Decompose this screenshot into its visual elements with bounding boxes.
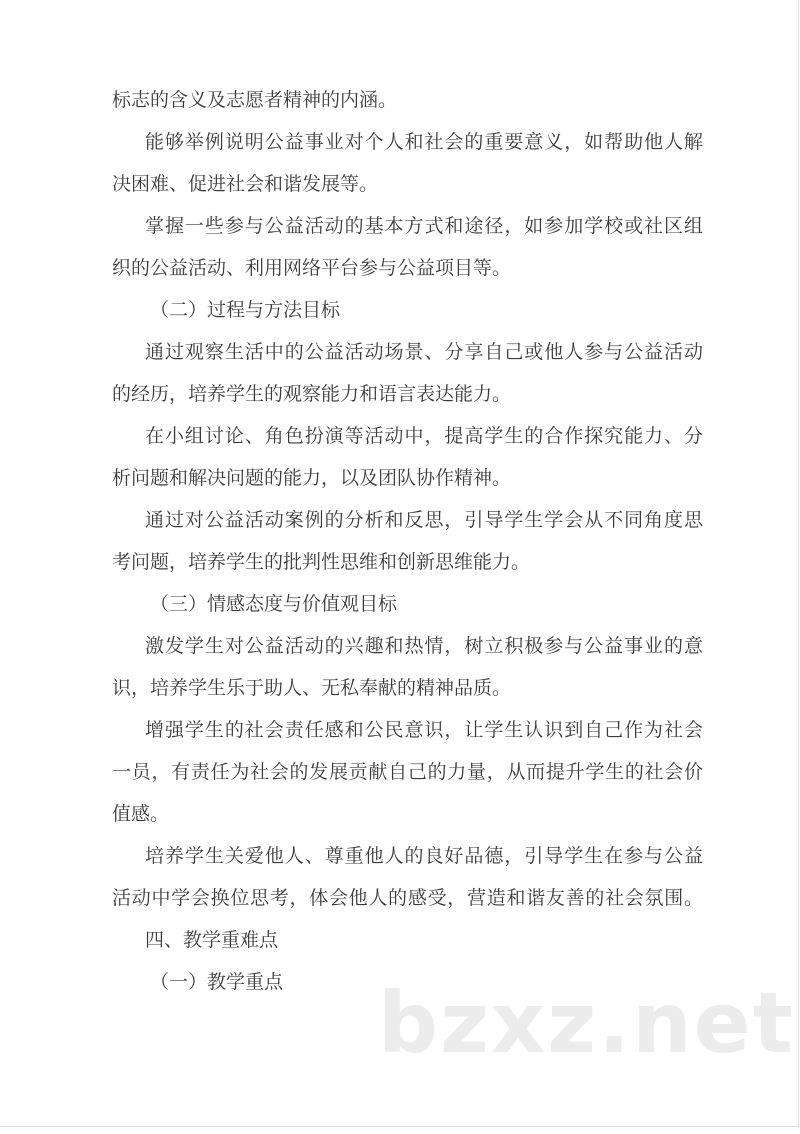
watermark: bzxz.net — [378, 974, 795, 1072]
text-line: 识，培养学生乐于助人、无私奉献的精神品质。 — [112, 677, 512, 699]
text-line: 活动中学会换位思考，体会他人的感受，营造和谐友善的社会氛围。 — [112, 887, 703, 909]
text-line: 析问题和解决问题的能力，以及团队协作精神。 — [112, 467, 512, 489]
text-line: 培养学生关爱他人、尊重他人的良好品德，引导学生在参与公益 — [145, 845, 703, 867]
text-line: 通过对公益活动案例的分析和反思，引导学生学会从不同角度思 — [145, 509, 703, 531]
text-line: 织的公益活动、利用网络平台参与公益项目等。 — [112, 257, 512, 279]
text-line: 四、教学重难点 — [145, 929, 279, 951]
text-line: 激发学生对公益活动的兴趣和热情，树立积极参与公益事业的意 — [145, 635, 703, 657]
text-line: 在小组讨论、角色扮演等活动中，提高学生的合作探究能力、分 — [145, 425, 703, 447]
text-line: 值感。 — [112, 803, 170, 825]
text-line: 一员，有责任为社会的发展贡献自己的力量，从而提升学生的社会价 — [112, 761, 703, 783]
text-line: 增强学生的社会责任感和公民意识，让学生认识到自己作为社会 — [145, 719, 703, 741]
text-line: 决困难、促进社会和谐发展等。 — [112, 173, 379, 195]
section-heading: （三）情感态度与价值观目标 — [150, 593, 398, 615]
section-heading: （一）教学重点 — [150, 971, 284, 993]
text-line: 标志的含义及志愿者精神的内涵。 — [112, 89, 398, 111]
text-line: 考问题，培养学生的批判性思维和创新思维能力。 — [112, 551, 531, 573]
text-line: 能够举例说明公益事业对个人和社会的重要意义，如帮助他人解 — [145, 131, 703, 153]
section-heading: （二）过程与方法目标 — [150, 299, 341, 321]
text-line: 掌握一些参与公益活动的基本方式和途径，如参加学校或社区组 — [145, 215, 703, 237]
text-line: 的经历，培养学生的观察能力和语言表达能力。 — [112, 383, 512, 405]
text-line: 通过观察生活中的公益活动场景、分享自己或他人参与公益活动 — [145, 341, 703, 363]
